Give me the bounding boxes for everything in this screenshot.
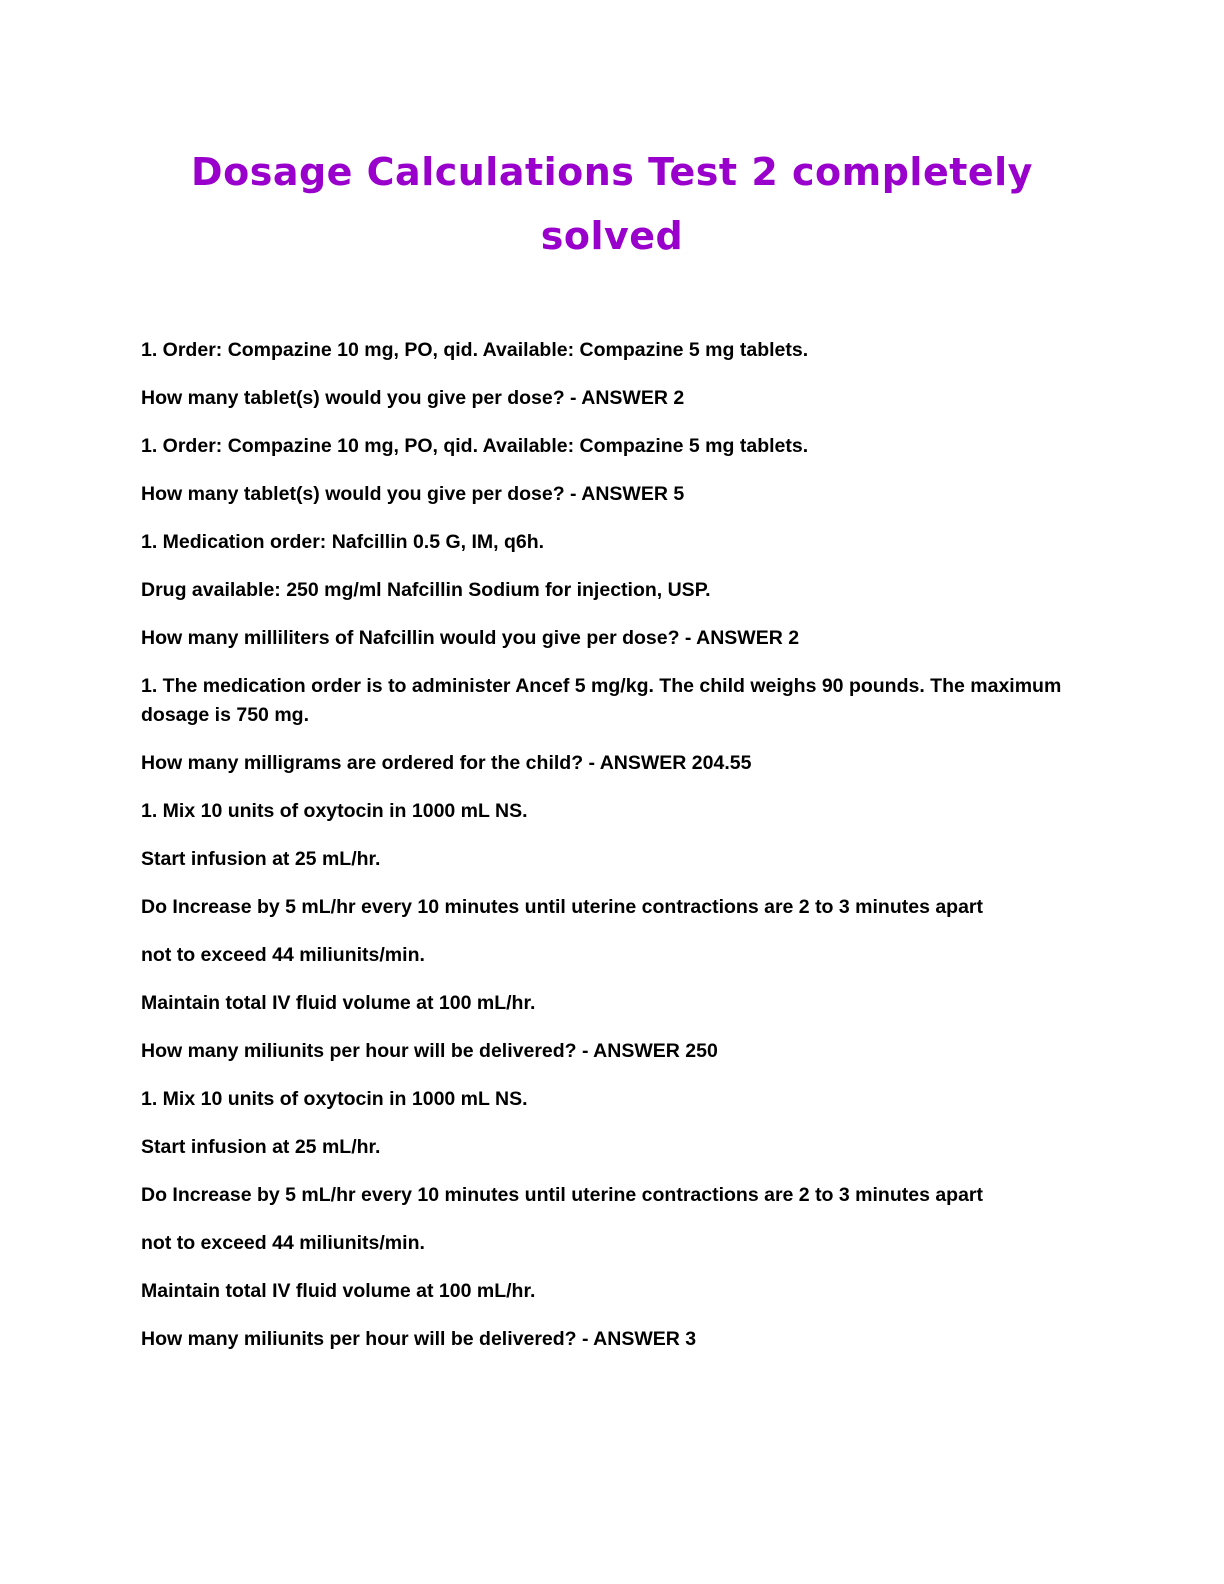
question-line: not to exceed 44 miliunits/min. [141,1232,425,1254]
question-line: not to exceed 44 miliunits/min. [141,944,425,966]
answer-line: How many tablet(s) would you give per dose? - ANSWER 5 [141,483,685,505]
question-line: Drug available: 250 mg/ml Nafcillin Sodium for injection, USP. [141,579,711,601]
answer-line: How many tablet(s) would you give per dose? - ANSWER 2 [141,387,685,409]
question-line: Start infusion at 25 mL/hr. [141,848,381,870]
document-title: Dosage Calculations Test 2 completely solved [191,150,1033,258]
question-line: Do Increase by 5 mL/hr every 10 minutes until uterine contractions are 2 to 3 minutes apart [141,896,984,918]
question-line: 1. Mix 10 units of oxytocin in 1000 mL NS. [141,800,528,822]
question-line: 1. Order: Compazine 10 mg, PO, qid. Available: Compazine 5 mg tablets. [141,435,809,457]
question-line: Maintain total IV fluid volume at 100 mL/hr. [141,992,536,1014]
answer-line: How many milliliters of Nafcillin would you give per dose? - ANSWER 2 [141,627,800,649]
answer-line: How many miliunits per hour will be delivered? - ANSWER 3 [141,1328,697,1350]
question-line: 1. Order: Compazine 10 mg, PO, qid. Available: Compazine 5 mg tablets. [141,339,809,361]
question-line: Do Increase by 5 mL/hr every 10 minutes until uterine contractions are 2 to 3 minutes apart [141,1184,984,1206]
document-body [141,336,1081,1373]
question-line: 1. Medication order: Nafcillin 0.5 G, IM, q6h. [141,531,545,553]
question-line: Start infusion at 25 mL/hr. [141,1136,381,1158]
question-line: 1. The medication order is to administer Ancef 5 mg/kg. The child weighs 90 pounds. The maximum dosage is 750 mg. [141,675,1062,726]
answer-line: How many miliunits per hour will be delivered? - ANSWER 250 [141,1040,718,1062]
question-line: 1. Mix 10 units of oxytocin in 1000 mL NS. [141,1088,528,1110]
answer-line: How many milligrams are ordered for the child? - ANSWER 204.55 [141,752,752,774]
question-line: Maintain total IV fluid volume at 100 mL/hr. [141,1280,536,1302]
